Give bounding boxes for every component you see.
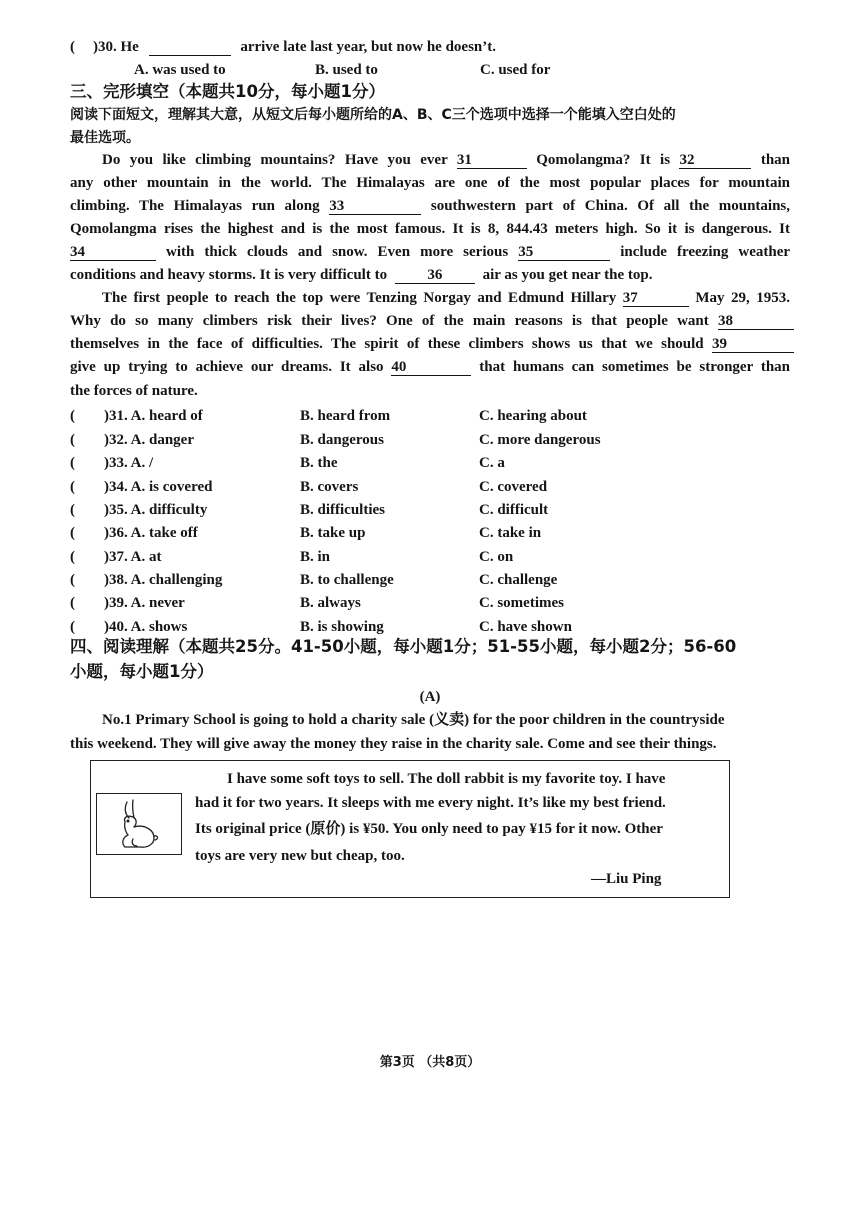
blank-37: 37 xyxy=(623,290,689,307)
answer-paren: ( xyxy=(70,619,75,635)
passage-line-4: Qomolangma rises the highest and is the most famous. It is 8, 844.43 meters high. So it is dangerous. It xyxy=(70,221,790,237)
passage-line-1: Do you like climbing mountains? Have you ever 31 Qomolangma? It is 32 than xyxy=(102,152,791,168)
answer-paren: ( xyxy=(70,408,75,424)
answer-paren: ( xyxy=(70,525,75,541)
passage-line-10: give up trying to achieve our dreams. It also 40 that humans can sometimes be stronger than xyxy=(70,359,791,375)
option-c: C. hearing about xyxy=(479,408,587,424)
option-a: )33. A. / xyxy=(104,455,154,471)
section4-heading-line2: 小题，每小题1分） xyxy=(70,662,214,681)
blank-36: 36 xyxy=(395,267,475,284)
option-b: B. covers xyxy=(300,479,359,495)
section3-instruction-line1: 阅读下面短文，理解其大意，从短文后每小题所给的A、B、C三个选项中选择一个能填入空白处的 xyxy=(70,107,676,123)
blank-38: 38 xyxy=(718,313,794,330)
answer-paren: ( xyxy=(70,549,75,565)
passage-line-3: climbing. The Himalayas run along 33 southwestern part of China. Of all the mountains, xyxy=(70,198,791,214)
option-a: )40. A. shows xyxy=(104,619,188,635)
option-a: )34. A. is covered xyxy=(104,479,213,495)
blank-40: 40 xyxy=(391,359,471,376)
rabbit-sketch-icon xyxy=(97,794,181,854)
option-b: B. is showing xyxy=(300,619,384,635)
option-a: )38. A. challenging xyxy=(104,572,223,588)
option-c: C. have shown xyxy=(479,619,572,635)
option-a: )36. A. take off xyxy=(104,525,198,541)
option-c: C. take in xyxy=(479,525,542,541)
option-b: B. to challenge xyxy=(300,572,394,588)
item-text-line2: had it for two years. It sleeps with me every night. It’s like my best friend. xyxy=(195,795,666,811)
option-c: C. difficult xyxy=(479,502,549,518)
page-footer: 第3页 （共8页） xyxy=(379,1055,481,1070)
item-text-line1: I have some soft toys to sell. The doll rabbit is my favorite toy. I have xyxy=(227,771,666,787)
option-b: B. difficulties xyxy=(300,502,385,518)
q30-text-after: arrive late last year, but now he doesn’t. xyxy=(240,39,497,55)
section3-instruction-line2: 最佳选项。 xyxy=(70,130,140,146)
blank-39: 39 xyxy=(712,336,794,353)
option-b: B. dangerous xyxy=(300,432,384,448)
option-a: )32. A. danger xyxy=(104,432,194,448)
option-b: B. in xyxy=(300,549,331,565)
passage-line-6: conditions and heavy storms. It is very difficult to 36 air as you get near the top. xyxy=(70,267,653,283)
option-a: )37. A. at xyxy=(104,549,162,565)
option-a: )35. A. difficulty xyxy=(104,502,208,518)
option-c: C. on xyxy=(479,549,514,565)
answer-paren: ( xyxy=(70,479,75,495)
item-signature: —Liu Ping xyxy=(591,871,662,887)
option-c: C. covered xyxy=(479,479,548,495)
q30-option-a: A. was used to xyxy=(134,62,226,78)
blank-33: 33 xyxy=(329,198,421,215)
blank-34: 34 xyxy=(70,244,156,261)
option-c: C. a xyxy=(479,455,505,471)
answer-paren: ( xyxy=(70,432,75,448)
option-b: B. the xyxy=(300,455,338,471)
option-b: B. heard from xyxy=(300,408,391,424)
option-c: C. challenge xyxy=(479,572,558,588)
passage-line-5: 34 with thick clouds and snow. Even more serious 35 include freezing weather xyxy=(70,244,791,260)
section4-intro-line2: this weekend. They will give away the money they raise in the charity sale. Come and see their things. xyxy=(70,736,717,752)
option-a: )39. A. never xyxy=(104,595,185,611)
answer-paren: ( xyxy=(70,455,75,471)
item-text-line4: toys are very new but cheap, too. xyxy=(195,848,405,864)
charity-item-box xyxy=(90,760,730,898)
option-b: B. always xyxy=(300,595,361,611)
item-text-line3: Its original price (原价) is ¥50. You only need to pay ¥15 for it now. Other xyxy=(195,821,663,837)
section4-heading-line1: 四、阅读理解（本题共25分。41-50小题，每小题1分；51-55小题，每小题2分；56-60 xyxy=(70,637,737,656)
q30-blank xyxy=(149,39,231,56)
section4-intro-line1: No.1 Primary School is going to hold a charity sale (义卖) for the poor children in the countryside xyxy=(102,712,725,728)
q30-paren: ( xyxy=(70,39,75,55)
q30-option-b: B. used to xyxy=(315,62,378,78)
rabbit-picture-frame xyxy=(96,793,182,855)
part-a-label: (A) xyxy=(419,689,441,705)
passage-line-9: themselves in the face of difficulties. The spirit of these climbers shows us that we should 39 xyxy=(70,334,794,354)
option-a: )31. A. heard of xyxy=(104,408,203,424)
section3-heading: 三、完形填空（本题共10分，每小题1分） xyxy=(70,82,385,101)
option-b: B. take up xyxy=(300,525,366,541)
passage-line-2: any other mountain in the world. The Himalayas are one of the most popular places for mountain xyxy=(70,175,790,191)
answer-paren: ( xyxy=(70,595,75,611)
passage-line-11: the forces of nature. xyxy=(70,383,198,399)
blank-35: 35 xyxy=(518,244,610,261)
answer-paren: ( xyxy=(70,502,75,518)
q30-stem xyxy=(70,37,496,57)
q30-text-before: )30. He xyxy=(93,39,139,55)
q30-option-c: C. used for xyxy=(480,62,551,78)
passage-line-7: The first people to reach the top were Tenzing Norgay and Edmund Hillary 37 May 29, 1953. xyxy=(102,290,790,306)
blank-31: 31 xyxy=(457,152,527,169)
option-c: C. more dangerous xyxy=(479,432,601,448)
blank-32: 32 xyxy=(679,152,751,169)
option-c: C. sometimes xyxy=(479,595,564,611)
passage-line-8: Why do so many climbers risk their lives? One of the main reasons is that people want 38 xyxy=(70,311,794,331)
answer-paren: ( xyxy=(70,572,75,588)
